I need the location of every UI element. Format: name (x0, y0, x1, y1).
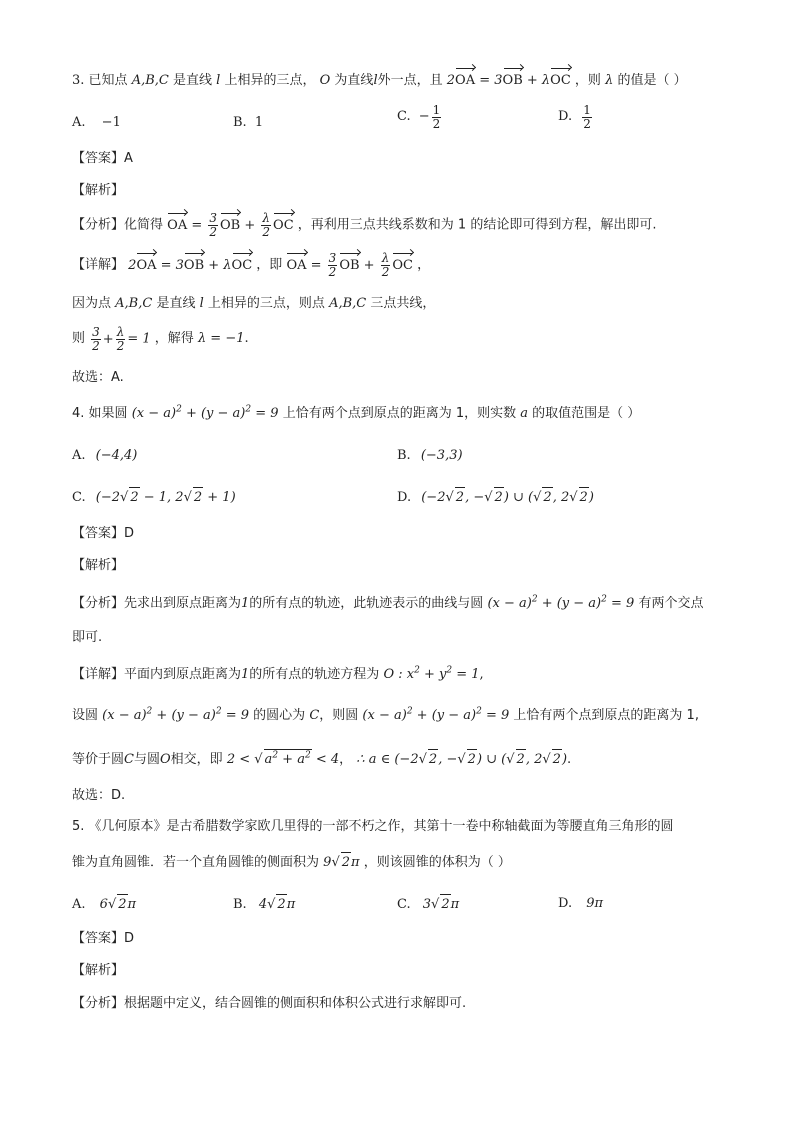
q3-point-o: O (319, 73, 331, 88)
q4-answer: 【答案】D (72, 526, 135, 541)
q3-choose: 故选：A. (72, 370, 124, 385)
q3-fenxi: 【分析】化简得 OA = $\frac{3}{2}$ OB + $\frac{\lambda}{2}$ OC ，再利用三点共线系数和为 1 的结论即可得到方程，解出即可. (72, 211, 657, 239)
q4-option-b: B. (−3,3) (397, 448, 463, 463)
q3-stem (72, 71, 687, 91)
q4-she-line: 设圆 $(x - a)^2 + (y - a)^2 = 9$ 的圆心为 C，则圆 $(x - a)^2 + (y - a)^2 = 9$ 上恰有两个点到原点的距离为 1, (72, 706, 699, 723)
q5-option-a: A. 6√ 2π (72, 894, 136, 915)
q4-fenxi: 【分析】先求出到原点距离为1的所有点的轨迹，此轨迹表示的曲线与圆 $(x - a)^2 + (y - a)^2 = 9$ 有两个交点 (72, 594, 704, 611)
q3-option-d: D. $\frac{1}{2}$ (558, 103, 591, 131)
q4-stem: 4. 如果圆 $(x - a)^2 + (y - a)^2 = 9$ 上恰有两个点到原点的距离为 1，则实数 a 的取值范围是（ ） (72, 404, 641, 421)
q3-answer: 【答案】A (72, 151, 133, 166)
q5-option-d: D. 9π (558, 896, 604, 911)
q5-option-c: C. 3√ 2π (397, 894, 459, 915)
q3-line-l: l (216, 73, 221, 88)
q3-collinear-line: 因为点 A,B,C 是直线 l 上相异的三点，则点 A,B,C 三点共线， (72, 296, 436, 311)
q5-option-b: B. 4√ 2π (233, 894, 295, 915)
q5-answer: 【答案】D (72, 931, 135, 946)
q3-stem-text: 3. 已知点 (72, 73, 128, 88)
q3-stem-text: 外一点，且 (377, 73, 443, 88)
q4-option-c: C. (−2√ 2 − 1, 2√ 2 + 1) (72, 487, 236, 508)
q3-stem-text: 的值是（ ） (617, 73, 687, 88)
q4-fenxi-cont: 即可. (72, 630, 103, 645)
q4-deng-line: 等价于圆C与圆O相交，即 2 < √ $a^2 + a^2 < 4$， ∴ a ∈ (−2√ 2, −√ 2) ∪ (√ 2, 2√ 2). (72, 749, 571, 770)
q5-jiexi: 【解析】 (72, 963, 125, 978)
q5-fenxi: 【分析】根据题中定义，结合圆锥的侧面积和体积公式进行求解即可. (72, 996, 467, 1011)
q3-vector-equation: 2OA = 3OB + λOC (447, 73, 571, 88)
q3-option-c: C. − $\frac{1}{2}$ (397, 103, 441, 131)
q3-lambda: λ (605, 73, 614, 88)
q3-option-b: B. 1 (233, 115, 264, 130)
q4-xiangjie: 【详解】平面内到原点距离为1的所有点的轨迹方程为 O : $x^2 + y^2 = 1$, (72, 665, 484, 682)
q3-stem-text: 是直线 (172, 73, 212, 88)
q3-xiangjie: 【详解】 2OA = 3OB + λOC ，即 OA = $\frac{3}{2}$ OB + $\frac{\lambda}{2}$ OC ， (72, 251, 431, 279)
q4-jiexi: 【解析】 (72, 558, 125, 573)
q4-option-a: A. (−4,4) (72, 448, 138, 463)
q4-option-d: D. (−2√ 2, −√ 2) ∪ (√ 2, 2√ 2) (397, 487, 594, 508)
q3-points: A,B,C (131, 73, 169, 88)
q5-stem-2: 锥为直角圆锥．若一个直角圆锥的侧面积为 9√ 2π ，则该圆锥的体积为（ ） (72, 852, 511, 873)
q5-stem-1: 5. 《几何原本》是古希腊数学家欧几里得的一部不朽之作，其第十一卷中称轴截面为等腰直角三角形的圆 (72, 819, 674, 834)
q3-jiexi: 【解析】 (72, 183, 125, 198)
q3-line-l: l (373, 73, 378, 88)
q4-choose: 故选：D. (72, 788, 126, 803)
q3-option-a: A. −1 (72, 115, 121, 130)
q3-solve-line: 则 $\frac{3}{2}$ + $\frac{\lambda}{2}$ = 1 ，解得 λ = −1. (72, 325, 249, 353)
q3-stem-text: 上相异的三点， (224, 73, 316, 88)
q3-stem-text: ，则 (574, 73, 601, 88)
q3-stem-text: 为直线 (334, 73, 374, 88)
